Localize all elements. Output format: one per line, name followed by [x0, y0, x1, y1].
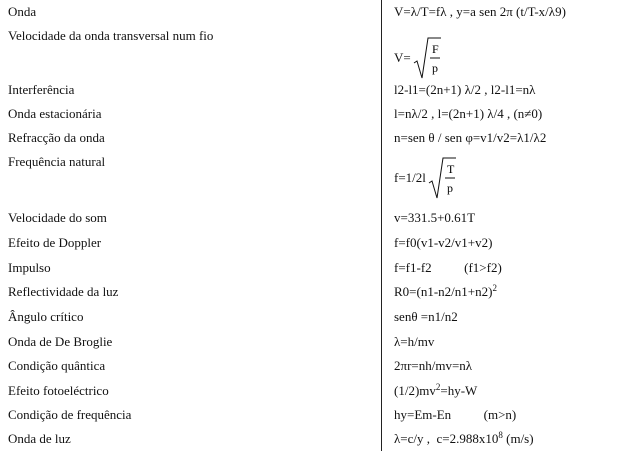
row-formula — [394, 156, 456, 200]
fraction-denominator: p — [431, 61, 438, 75]
row-label: Efeito fotoeléctrico — [8, 383, 109, 398]
row-label: Onda estacionária — [8, 106, 102, 121]
formula-prefix: f=1/2l — [394, 170, 426, 185]
fraction-denominator: p — [446, 181, 453, 195]
row-formula: l=nλ/2 , l=(2n+1) λ/4 , (n≠0) — [394, 106, 543, 121]
row-label: Onda de luz — [8, 431, 71, 446]
row-formula: f=f0(v1-v2/v1+v2) — [394, 235, 493, 250]
fraction-numerator: T — [446, 162, 455, 176]
column-divider — [381, 0, 382, 451]
row-label: Velocidade da onda transversal num fio — [8, 28, 214, 43]
formula-text: R0=(n1-n2/n1+n2) — [394, 284, 493, 299]
row-formula — [394, 284, 497, 300]
row-formula — [394, 383, 477, 399]
row-formula: senθ =n1/n2 — [394, 309, 458, 324]
formula-text: (m/s) — [502, 431, 534, 446]
formula-text: (1/2)mv — [394, 383, 436, 398]
formula-text: λ=c/y , c=2.988x10 — [394, 431, 499, 446]
row-label: Onda de De Broglie — [8, 334, 113, 349]
row-label: Velocidade do som — [8, 210, 107, 225]
row-label: Interferência — [8, 82, 75, 97]
row-formula: hy=Em-En (m>n) — [394, 407, 517, 422]
exponent: 8 — [498, 430, 503, 440]
row-formula: l2-l1=(2n+1) λ/2 , l2-l1=nλ — [394, 82, 536, 97]
formula-text: =hy-W — [440, 383, 478, 398]
row-label: Efeito de Doppler — [8, 235, 102, 250]
row-label: Reflectividade da luz — [8, 284, 119, 299]
exponent: 2 — [435, 382, 441, 392]
row-formula: v=331.5+0.61T — [394, 210, 476, 225]
row-label: Impulso — [8, 260, 51, 275]
fraction-numerator: F — [431, 42, 439, 56]
row-formula: V=λ/T=fλ , y=a sen 2π (t/T-x/λ9) — [394, 4, 566, 19]
row-label: Condição quântica — [8, 358, 106, 373]
row-formula: 2πr=nh/mv=nλ — [394, 358, 473, 373]
row-label: Onda — [8, 4, 37, 19]
sqrt-radical — [428, 156, 456, 200]
formula-prefix: V= — [394, 50, 411, 65]
row-label: Condição de frequência — [8, 407, 132, 422]
row-formula — [394, 431, 534, 447]
row-label: Refracção da onda — [8, 130, 105, 145]
row-formula — [394, 36, 441, 80]
row-label: Ângulo crítico — [8, 309, 84, 324]
row-formula: λ=h/mv — [394, 334, 435, 349]
row-formula: f=f1-f2 (f1>f2) — [394, 260, 502, 275]
sqrt-radical — [413, 36, 441, 80]
row-label: Frequência natural — [8, 154, 106, 169]
exponent: 2 — [492, 283, 497, 293]
row-formula: n=sen θ / sen φ=v1/v2=λ1/λ2 — [394, 130, 547, 145]
